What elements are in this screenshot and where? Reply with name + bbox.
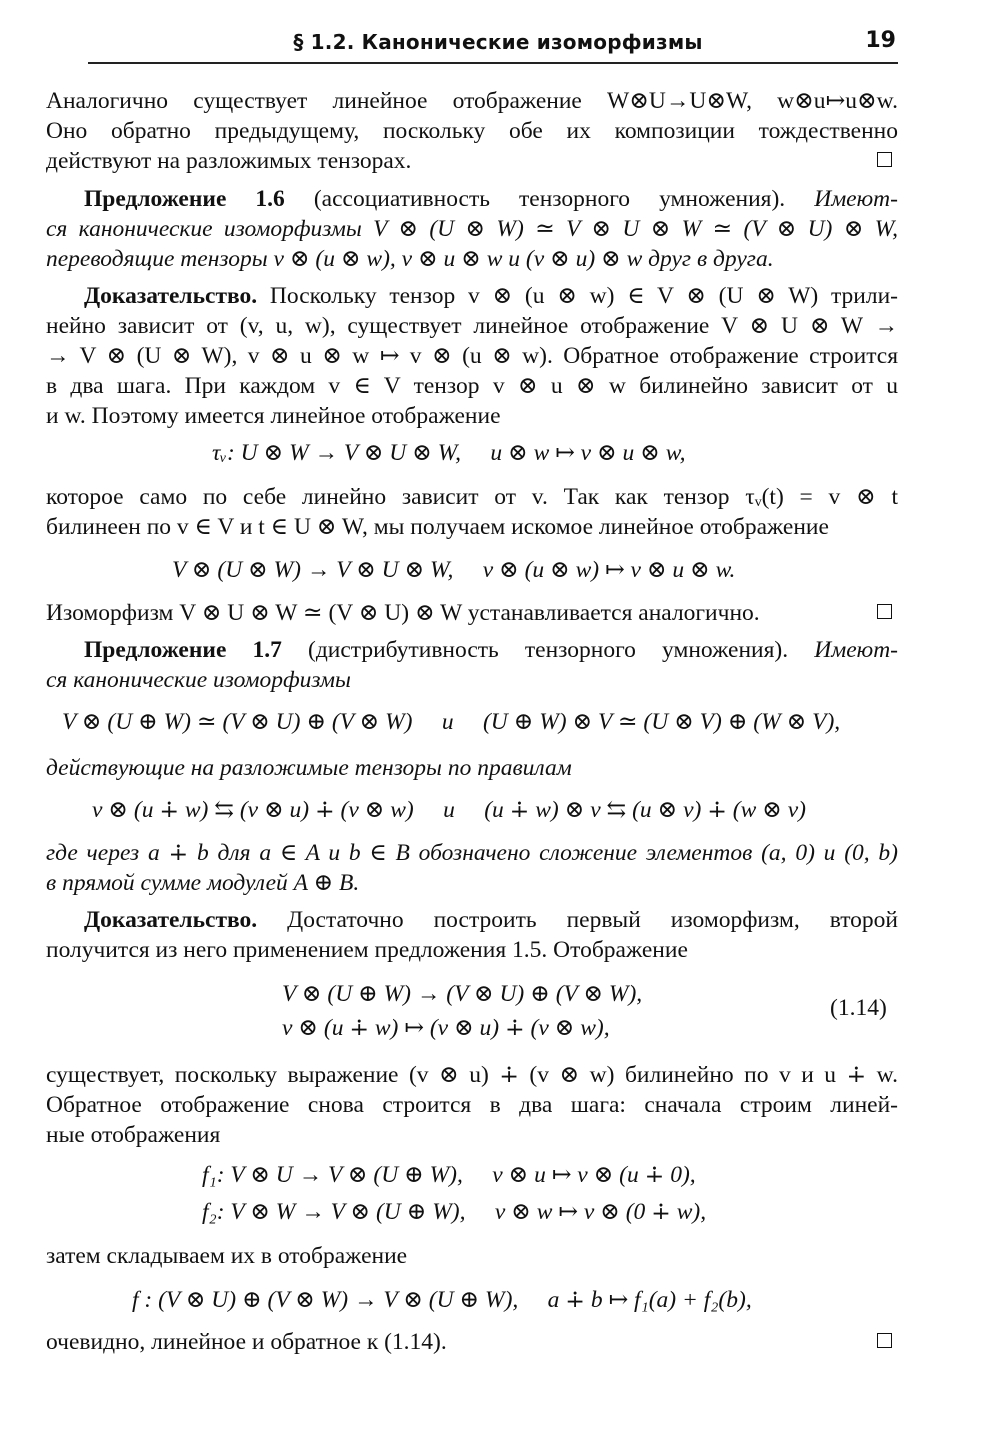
display-formula: f₂: V ⊗ W → V ⊗ (U ⊕ W), v ⊗ w ↦ v ⊗ (0 ∔ w), (202, 1199, 707, 1225)
proposition-text: где через a ∔ b для a ∈ A и b ∈ B обозначено сложение элементов (a, 0) и (0, b) (46, 840, 898, 866)
proposition-text: в прямой сумме модулей A ⊕ B. (46, 870, 360, 896)
proposition-text: переводящие тензоры v ⊗ (u ⊗ w), v ⊗ u ⊗ w и (v ⊗ u) ⊗ w друг в друга. (46, 246, 774, 272)
text-line: Оно обратно предыдущему, поскольку обе их композиции тождественно (46, 118, 898, 144)
proof-line: и w. Поэтому имеется линейное отображение (46, 403, 501, 429)
proof-line: Обратное отображение снова строится в два шага: сначала строим линей- (46, 1092, 898, 1118)
proposition-text: ся канонические изоморфизмы V ⊗ (U ⊗ W) ≃ V ⊗ U ⊗ W ≃ (V ⊗ U) ⊗ W, (46, 216, 898, 242)
proof-line: → V ⊗ (U ⊗ W), v ⊗ u ⊗ w ↦ v ⊗ (u ⊗ w). Обратное отображение строится (46, 343, 898, 369)
display-formula: V ⊗ (U ⊕ W) ≃ (V ⊗ U) ⊕ (V ⊗ W) и (U ⊕ W) ⊗ V ≃ (U ⊗ V) ⊕ (W ⊗ V), (62, 709, 841, 735)
proposition-label: Предложение 1.7 (84, 637, 282, 663)
proof-line: ные отображения (46, 1122, 221, 1148)
proof-line: получится из него применением предложения 1.5. Отображение (46, 937, 688, 963)
qed-square-icon (877, 152, 892, 167)
proof-line: затем складываем их в отображение (46, 1243, 408, 1269)
proof-line: нейно зависит от (v, u, w), существует линейное отображение V ⊗ U ⊗ W → (46, 313, 898, 339)
proposition-text: Имеют- (814, 186, 898, 212)
proof-label: Доказательство. (84, 907, 258, 933)
display-formula: V ⊗ (U ⊗ W) → V ⊗ U ⊗ W, v ⊗ (u ⊗ w) ↦ v ⊗ u ⊗ w. (172, 557, 736, 583)
proof-line: Доказательство. Поскольку тензор v ⊗ (u ⊗ w) ∈ V ⊗ (U ⊗ W) трили- (84, 283, 898, 309)
qed-square-icon (877, 1333, 892, 1348)
display-formula: τᵥ: U ⊗ W → V ⊗ U ⊗ W, u ⊗ w ↦ v ⊗ u ⊗ w, (212, 440, 686, 466)
equation-number: (1.14) (830, 995, 887, 1021)
proposition-title: (дистрибутивность тензорного умножения). (308, 637, 789, 663)
text-line: Аналогично существует линейное отображение W⊗U→U⊗W, w⊗u↦u⊗w. (46, 88, 898, 114)
running-head: § 1.2. Канонические изоморфизмы (293, 30, 703, 54)
proposition-text: ся канонические изоморфизмы (46, 667, 351, 693)
proof-line: Изоморфизм V ⊗ U ⊗ W ≃ (V ⊗ U) ⊗ W устанавливается аналогично. (46, 600, 760, 626)
display-formula: v ⊗ (u ∔ w) ↦ (v ⊗ u) ∔ (v ⊗ w), (282, 1015, 610, 1041)
display-formula: f : (V ⊗ U) ⊕ (V ⊗ W) → V ⊗ (U ⊕ W), a ∔ b ↦ f₁(a) + f₂(b), (132, 1287, 752, 1313)
proposition-heading (84, 184, 898, 214)
proof-line: билинеен по v ∈ V и t ∈ U ⊗ W, мы получаем искомое линейное отображение (46, 514, 829, 540)
proof-line: Доказательство. Достаточно построить первый изоморфизм, второй (84, 907, 899, 933)
proof-line: очевидно, линейное и обратное к (1.14). (46, 1329, 447, 1355)
proof-line: существует, поскольку выражение (v ⊗ u) ∔ (v ⊗ w) билинейно по v и u ∔ w. (46, 1062, 898, 1088)
proof-line: в два шага. При каждом v ∈ V тензор v ⊗ u ⊗ w билинейно зависит от u (46, 373, 898, 399)
proposition-heading: Предложение 1.7 (дистрибутивность тензорного умножения). Имеют- (84, 637, 898, 663)
display-formula: f₁: V ⊗ U → V ⊗ (U ⊕ W), v ⊗ u ↦ v ⊗ (u ∔ 0), (202, 1162, 696, 1188)
proof-label: Доказательство. (84, 283, 258, 309)
qed-square-icon (877, 604, 892, 619)
proposition-title: (ассоциативность тензорного умножения). (313, 186, 786, 212)
proposition-text: действующие на разложимые тензоры по правилам (46, 755, 572, 781)
proof-line: которое само по себе линейно зависит от v. Так как тензор τᵥ(t) = v ⊗ t (46, 484, 898, 510)
page-header (88, 22, 898, 64)
display-formula: V ⊗ (U ⊕ W) → (V ⊗ U) ⊕ (V ⊗ W), (282, 981, 643, 1007)
display-formula: v ⊗ (u ∔ w) ⇆ (v ⊗ u) ∔ (v ⊗ w) и (u ∔ w) ⊗ v ⇆ (u ⊗ v) ∔ (w ⊗ v) (92, 797, 806, 823)
page-number: 19 (865, 28, 896, 53)
proposition-label: Предложение 1.6 (84, 186, 285, 212)
text-line: действуют на разложимых тензорах. (46, 148, 412, 174)
